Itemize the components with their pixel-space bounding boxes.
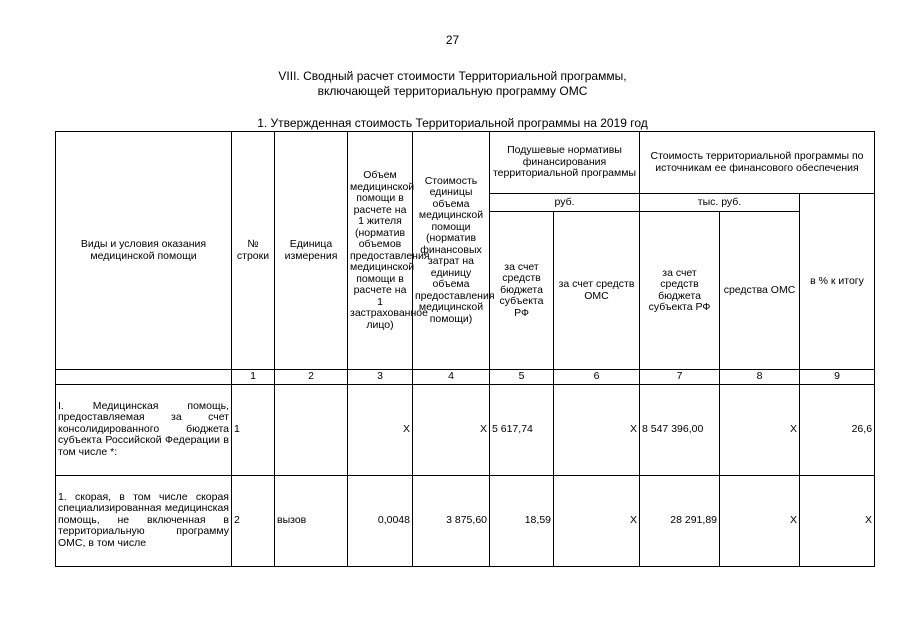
- column-number: 3: [348, 370, 413, 385]
- row-per-capita-budget: 18,59: [490, 475, 554, 566]
- header-percent: в % к итогу: [800, 194, 875, 370]
- row-percent: 26,6: [800, 384, 875, 475]
- header-cost-unit: тыс. руб.: [640, 194, 800, 212]
- row-number: 2: [232, 475, 275, 566]
- header-cost-by-source: Стоимость территориальной программы по источникам ее финансового обеспечения: [640, 132, 875, 194]
- header-unit: Единица измерения: [275, 132, 348, 370]
- header-row-no: № строки: [232, 132, 275, 370]
- header-kinds: Виды и условия оказания медицинской помощи: [56, 132, 232, 370]
- header-unit-cost: Стоимость единицы объема медицинской помощи (норматив финансовых затрат на единицу объема предоставления медицинской помощи): [413, 132, 490, 370]
- row-cost-oms: X: [720, 475, 800, 566]
- header-budget-rf-cost: за счет средств бюджета субъекта РФ: [640, 212, 720, 370]
- table-title: 1. Утвержденная стоимость Территориальной программы на 2019 год: [257, 116, 648, 130]
- row-cost-oms: X: [720, 384, 800, 475]
- page-number: 27: [445, 33, 460, 47]
- section-title-line2: включающей территориальную программу ОМС: [317, 84, 588, 98]
- table-row: [56, 475, 875, 566]
- row-name: 1. скорая, в том числе скорая специализированная медицинская помощь, не включенная в территориальную программу ОМС, в том числе: [56, 475, 232, 566]
- column-number: 9: [800, 370, 875, 385]
- row-cost-budget: 8 547 396,00: [640, 384, 720, 475]
- section-title-line1: VIII. Сводный расчет стоимости Территориальной программы,: [278, 69, 627, 83]
- header-oms: за счет средств ОМС: [554, 212, 640, 370]
- row-unit-cost: X: [413, 384, 490, 475]
- header-per-capita: Подушевые нормативы финансирования территориальной программы: [490, 132, 640, 194]
- section-title: [0, 69, 905, 99]
- column-number: 6: [554, 370, 640, 385]
- row-per-capita-oms: X: [554, 475, 640, 566]
- header-per-capita-unit: руб.: [490, 194, 640, 212]
- row-unit: вызов: [275, 475, 348, 566]
- column-number: 8: [720, 370, 800, 385]
- row-per-capita-oms: X: [554, 384, 640, 475]
- row-percent: X: [800, 475, 875, 566]
- table-row: [56, 384, 875, 475]
- row-volume: X: [348, 384, 413, 475]
- row-name: I. Медицинская помощь, предоставляемая за счет консолидированного бюджета субъекта Российской Федерации в том числе *:: [56, 384, 232, 475]
- row-unit-cost: 3 875,60: [413, 475, 490, 566]
- column-number: 7: [640, 370, 720, 385]
- row-number: 1: [232, 384, 275, 475]
- column-number: 4: [413, 370, 490, 385]
- row-volume: 0,0048: [348, 475, 413, 566]
- column-number: 2: [275, 370, 348, 385]
- column-number: 1: [232, 370, 275, 385]
- row-unit: [275, 384, 348, 475]
- row-cost-budget: 28 291,89: [640, 475, 720, 566]
- column-number: 5: [490, 370, 554, 385]
- column-number-empty: [56, 370, 232, 385]
- column-numbers-row: [56, 370, 875, 385]
- header-oms-cost: средства ОМС: [720, 212, 800, 370]
- header-budget-rf: за счет средств бюджета субъекта РФ: [490, 212, 554, 370]
- header-volume: Объем медицинской помощи в расчете на 1 жителя (норматив объемов предоставления медицинской помощи в расчете на 1 застрахованное лицо): [348, 132, 413, 370]
- cost-table: [55, 131, 875, 567]
- row-per-capita-budget: 5 617,74: [490, 384, 554, 475]
